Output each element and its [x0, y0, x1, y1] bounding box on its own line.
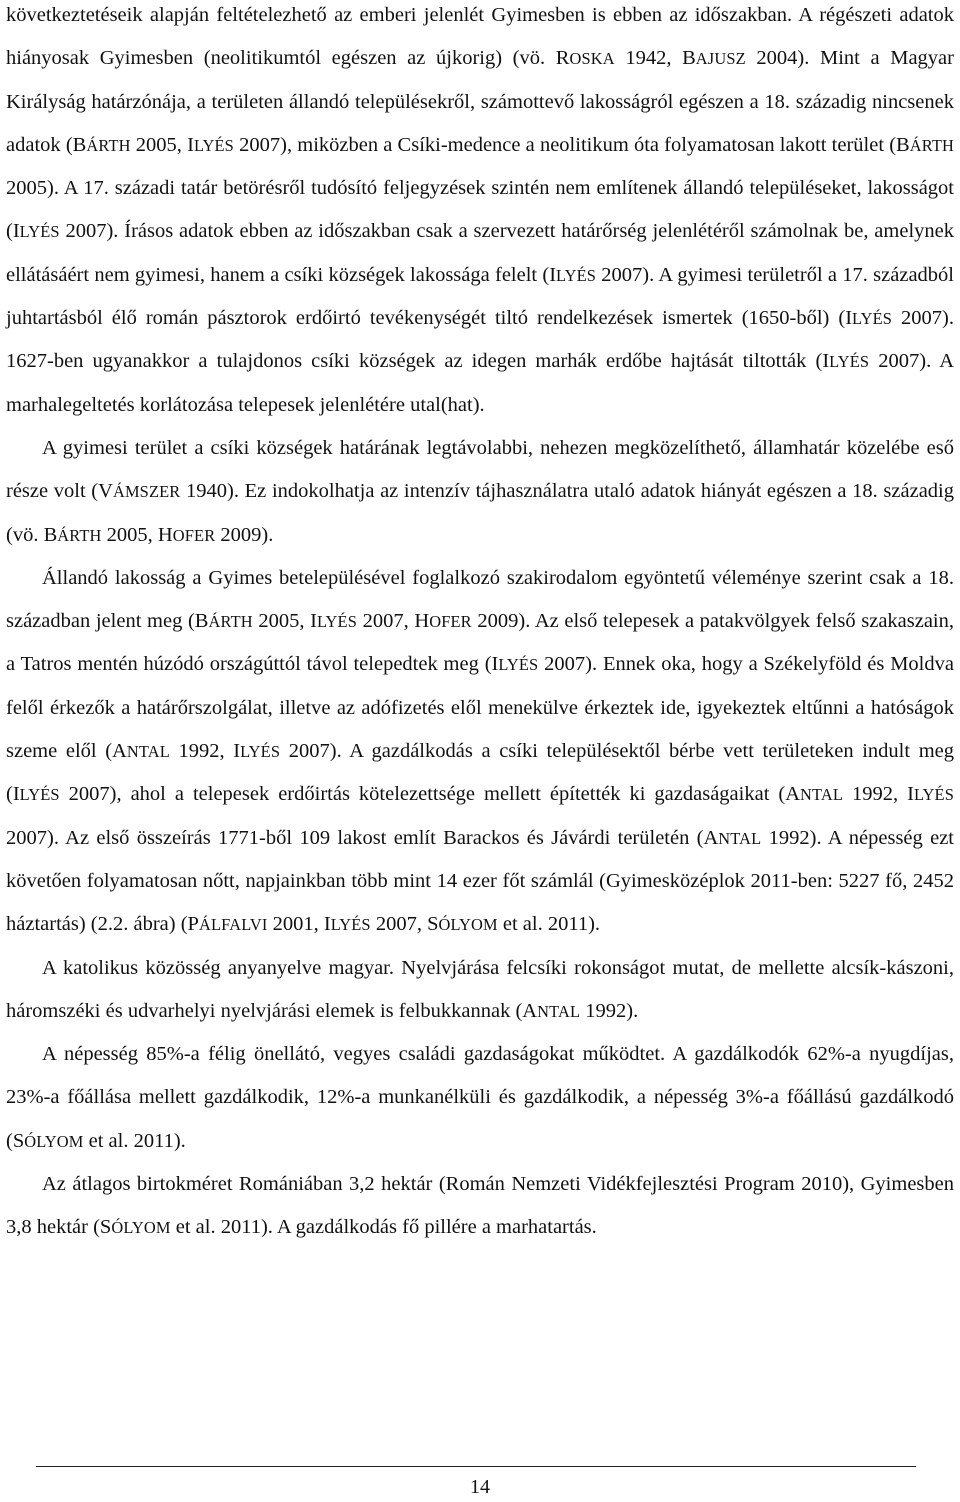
paragraph: A népesség 85%-a félig önellátó, vegyes családi gazdaságokat működtet. A gazdálkodók 62%-a nyugdíjas, 23%-a főállása mellett gazdálkodik, 12%-a munkanélküli és gazdálkodik, a népesség 3%-a főállású gazdálkodó (SÓLYOM et al. 2011). [6, 1043, 954, 1152]
document-body [6, 0, 954, 1250]
paragraph: A gyimesi terület a csíki községek határának legtávolabbi, nehezen megközelíthető, államhatár közelébe eső része volt (VÁMSZER 1940). Ez indokolhatja az intenzív tájhasználatra utaló adatok hiányát egészen a 18. századig (vö. BÁRTH 2005, HOFER 2009). [6, 436, 954, 546]
paragraph: Állandó lakosság a Gyimes betelepülésével foglalkozó szakirodalom egyöntetű véleménye szerint csak a 18. században jelent meg (BÁRTH 2005, ILYÉS 2007, HOFER 2009). Az első telepesek a patakvölgyek felső szakaszain, a Tatros mentén húzódó országúttól távol telepedtek meg (ILYÉS 2007). Ennek oka, hogy a Székelyföld és Moldva felől érkezők a határőrszolgálat, illetve az adófizetés elől menekülve érkeztek ide, igyekeztek eltűnni a hatóságok szeme elől (ANTAL 1992, ILYÉS 2007). A gazdálkodás a csíki településektől bérbe vett területeken indult meg (ILYÉS 2007), ahol a telepesek erdőirtás kötelezettsége mellett építették ki gazdaságaikat (ANTAL 1992, ILYÉS 2007). Az első összeírás 1771-ből 109 lakost említ Barackos és Jávárdi területén (ANTAL 1992). A népesség ezt követően folyamatosan nőtt, napjainkban több mint 14 ezer főt számlál (Gyimesközéplok 2011-ben: 5227 fő, 2452 háztartás) (2.2. ábra) (PÁLFALVI 2001, ILYÉS 2007, SÓLYOM et al. 2011). [6, 566, 955, 936]
paragraph: Az átlagos birtokméret Romániában 3,2 hektár (Román Nemzeti Vidékfejlesztési Program 2010), Gyimesben 3,8 hektár (SÓLYOM et al. 2011). A gazdálkodás fő pillére a marhatartás. [6, 1173, 954, 1239]
paragraph: A katolikus közösség anyanyelve magyar. Nyelvjárása felcsíki rokonságot mutat, de mellette alcsík-kászoni, háromszéki és udvarhelyi nyelvjárási elemek is felbukkannak (ANTAL 1992). [6, 956, 954, 1022]
paragraph: következtetéseik alapján feltételezhető az emberi jelenlét Gyimesben is ebben az időszakban. A régészeti adatok hiányosak Gyimesben (neolitikumtól egészen az újkorig) (vö. ROSKA 1942, BAJUSZ 2004). Mint a Magyar Királyság határzónája, a területen állandó településekről, számottevő lakosságról egészen a 18. századig nincsenek adatok (BÁRTH 2005, ILYÉS 2007), miközben a Csíki-medence a neolitikum óta folyamatosan lakott terület (BÁRTH 2005). A 17. századi tatár betörésről tudósító feljegyzések szintén nem említenek állandó településeket, lakosságot (ILYÉS 2007). Írásos adatok ebben az időszakban csak a szervezett határőrség jelenlétéről számolnak be, amelynek ellátásáért nem gyimesi, hanem a csíki községek lakossága felelt (ILYÉS 2007). A gyimesi területről a 17. századból juhtartásból élő román pásztorok erdőirtó tevékenységét tiltó rendelkezések ismertek (1650-ből) (ILYÉS 2007). 1627-ben ugyanakkor a tulajdonos csíki községek az idegen marhák erdőbe hajtását tiltották (ILYÉS 2007). A marhalegeltetés korlátozása telepesek jelenlétére utal(hat). [6, 4, 955, 416]
page-number: 14 [470, 1476, 490, 1498]
footer-divider [36, 1466, 916, 1467]
document-page [6, 0, 954, 1250]
